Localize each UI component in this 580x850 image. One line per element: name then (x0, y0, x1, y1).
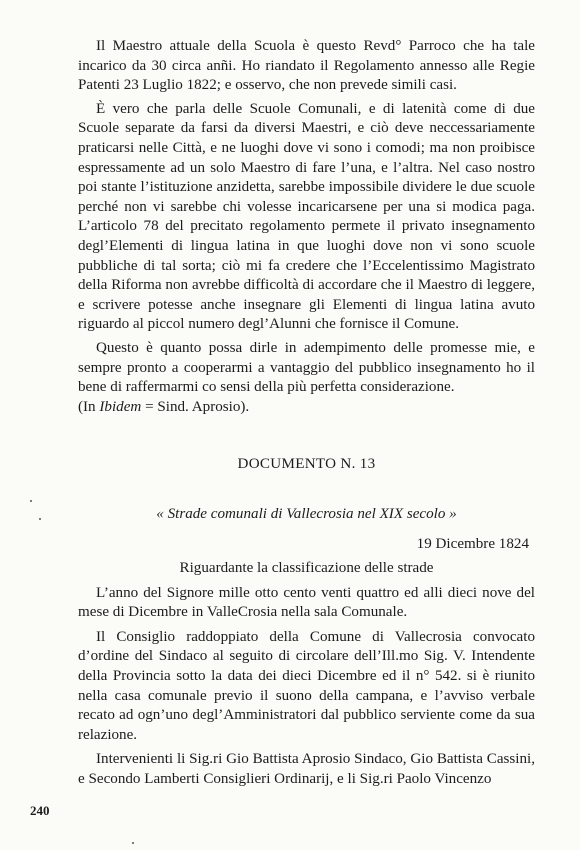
paragraph-intervenienti: Intervenienti li Sig.ri Gio Battista Aprosio Sindaco, Gio Battista Cassini, e Secondo Lamberti Consiglieri Ordinarij, e li Sig.ri Paolo Vincenzo (78, 751, 535, 787)
citation-ibidem: Ibidem (99, 398, 142, 415)
paragraph-maestro: Il Maestro attuale della Scuola è questo Revd° Parroco che ha tale incarico da 30 circa anñi. Ho riandato il Regolamento annesso alle Regie Patenti 23 Luglio 1822; e osservo, che non prevede simili casi. (78, 38, 535, 94)
document-heading: DOCUMENTO N. 13 (237, 456, 376, 473)
scan-speck (30, 500, 32, 502)
paragraph-consiglio: Il Consiglio raddoppiato della Comune di Vallecrosia convocato d’ordine del Sindaco al seguito di circolare dell’Ill.mo Sig. V. Intendente della Provincia sotto la data dei dieci Dicembre ed il n° 542. si è riunito nella casa comunale previo il suono della campana, e l’avviso verbale recato ad ogn’uno degl’Amministratori dal pubblico serviente come da sua relazione. (78, 628, 535, 743)
document-subject: Riguardante la classificazione delle strade (179, 560, 434, 577)
citation-open: (In (78, 398, 100, 415)
paragraph-scuole-comunali: È vero che parla delle Scuole Comunali, e di latenità come di due Scuole separate da farsi da diversi Maestri, e ciò deve neccessariamente praticarsi nelle Città, e ne luoghi dove vi sono i comodi; ma non proibisce espressamente ad un solo Maestro di fare l’una, e l’altra. Nel caso nostro poi stante l’istituzione anzidetta, sarebbe impossibile dividere le due scuole perché non vi sarebbe chi volesse incaricarsene per una si modica paga. L’articolo 78 del precitato regolamento permete il privato insegnamento degl’Elementi di lingua latina in que luoghi dove non vi sono scuole pubbliche di tal sorta; ciò mi fa credere che l’Eccelentissimo Magistrato della Riforma non avrebbe difficoltà di accordare che il Maestro di leggere, e scrivere potesse anche insegnare gli Elementi di lingua latina avuto riguardo al piccol numero degl’Alunni che fornisce il Comune. (78, 100, 535, 333)
paragraph-anno: L’anno del Signore mille otto cento venti quattro ed alli dieci nove del mese di Dicembre in ValleCrosia nella sala Comunale. (78, 584, 535, 621)
page-body (78, 37, 535, 790)
page-number: 240 (30, 803, 50, 818)
document-date: 19 Dicembre 1824 (416, 536, 529, 553)
paragraph-conclusione: Questo è quanto possa dirle in adempimento delle promesse mie, e sempre pronto a cooperarmi a vantaggio del pubblico insegnamento ho il bene di raffermarmi co sensi della più perfetta considerazione. (78, 339, 535, 396)
document-subtitle: « Strade comunali di Vallecrosia nel XIX secolo » (156, 505, 457, 522)
scan-speck (132, 842, 134, 844)
citation-rest: = Sind. Aprosio). (141, 398, 250, 415)
scan-speck (39, 518, 41, 520)
citation-line (78, 398, 535, 418)
